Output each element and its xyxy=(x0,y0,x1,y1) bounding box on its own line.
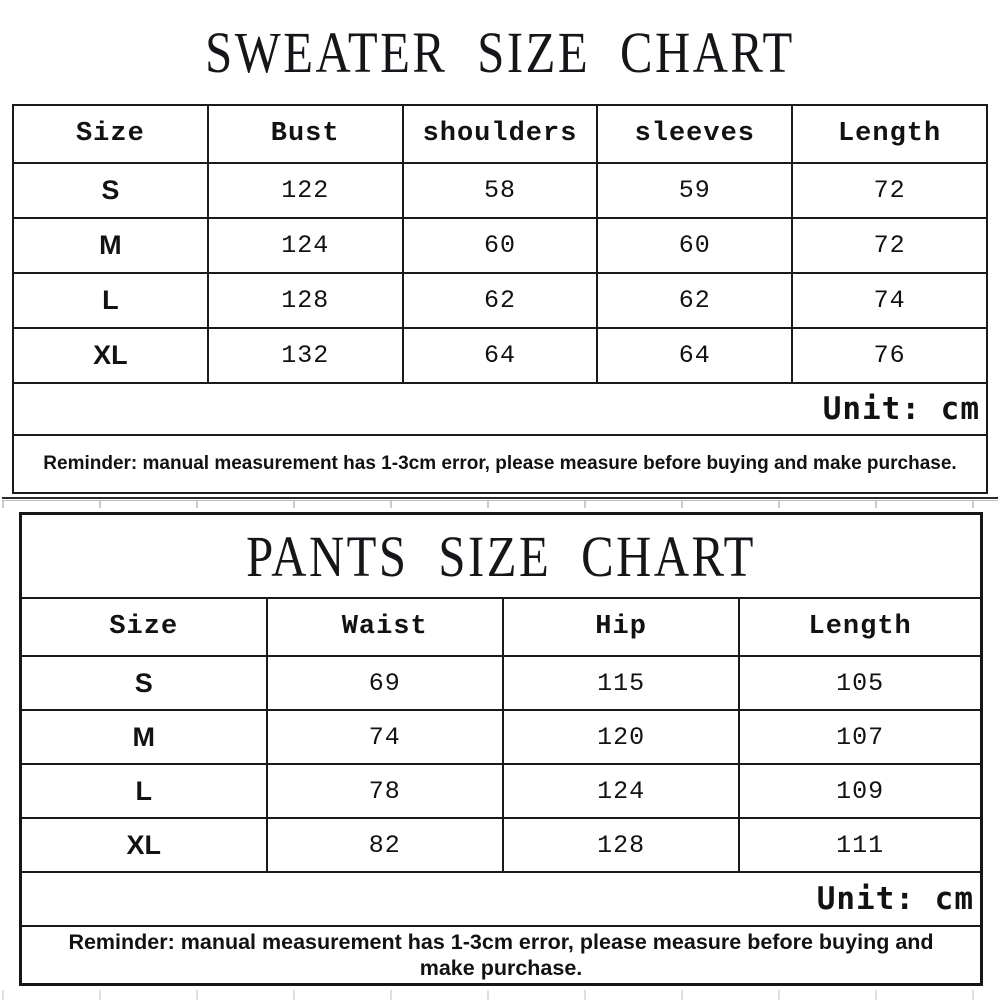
sweater-chart-title: SWEATER SIZE CHART xyxy=(205,19,795,85)
measurement-cell: 120 xyxy=(503,710,739,764)
divider-line xyxy=(2,497,998,499)
size-label-cell: M xyxy=(21,710,267,764)
bottom-grid-ticks xyxy=(2,990,998,1000)
table-row xyxy=(13,218,987,273)
measurement-cell: 76 xyxy=(792,328,987,383)
measurement-cell: 124 xyxy=(503,764,739,818)
size-label-cell: XL xyxy=(21,818,267,872)
column-header-sleeves: sleeves xyxy=(597,105,792,163)
measurement-cell: 128 xyxy=(503,818,739,872)
table-header-row xyxy=(21,598,982,656)
sweater-title-block xyxy=(0,0,1000,104)
reminder-text: Reminder: manual measurement has 1-3cm error, please measure before buying and make purchase. xyxy=(13,435,987,493)
unit-row xyxy=(21,872,982,926)
measurement-cell: 78 xyxy=(267,764,503,818)
table-row xyxy=(21,710,982,764)
measurement-cell: 60 xyxy=(403,218,598,273)
table-row xyxy=(13,328,987,383)
pants-size-table xyxy=(19,512,983,986)
table-divider xyxy=(0,497,1000,512)
size-label-cell: XL xyxy=(13,328,208,383)
measurement-cell: 62 xyxy=(403,273,598,328)
column-header-waist: Waist xyxy=(267,598,503,656)
measurement-cell: 64 xyxy=(403,328,598,383)
unit-label: Unit: cm xyxy=(21,872,982,926)
measurement-cell: 115 xyxy=(503,656,739,710)
size-label-cell: L xyxy=(13,273,208,328)
table-row xyxy=(13,273,987,328)
measurement-cell: 122 xyxy=(208,163,403,218)
unit-row xyxy=(13,383,987,435)
measurement-cell: 60 xyxy=(597,218,792,273)
size-label-cell: S xyxy=(13,163,208,218)
measurement-cell: 64 xyxy=(597,328,792,383)
column-header-hip: Hip xyxy=(503,598,739,656)
table-row xyxy=(21,764,982,818)
measurement-cell: 107 xyxy=(739,710,981,764)
column-header-length: Length xyxy=(739,598,981,656)
column-header-size: Size xyxy=(21,598,267,656)
measurement-cell: 124 xyxy=(208,218,403,273)
size-label-cell: L xyxy=(21,764,267,818)
column-header-size: Size xyxy=(13,105,208,163)
size-label-cell: M xyxy=(13,218,208,273)
measurement-cell: 128 xyxy=(208,273,403,328)
measurement-cell: 72 xyxy=(792,163,987,218)
grid-ticks xyxy=(2,500,998,508)
table-header-row xyxy=(13,105,987,163)
table-row xyxy=(21,656,982,710)
table-row xyxy=(13,163,987,218)
reminder-row xyxy=(13,435,987,493)
pants-title-row xyxy=(21,514,982,599)
measurement-cell: 62 xyxy=(597,273,792,328)
reminder-row xyxy=(21,926,982,985)
measurement-cell: 105 xyxy=(739,656,981,710)
pants-chart-title: PANTS SIZE CHART xyxy=(246,523,756,589)
measurement-cell: 59 xyxy=(597,163,792,218)
measurement-cell: 74 xyxy=(267,710,503,764)
measurement-cell: 132 xyxy=(208,328,403,383)
measurement-cell: 69 xyxy=(267,656,503,710)
unit-label: Unit: cm xyxy=(13,383,987,435)
size-label-cell: S xyxy=(21,656,267,710)
measurement-cell: 111 xyxy=(739,818,981,872)
table-row xyxy=(21,818,982,872)
sweater-size-table xyxy=(12,104,988,494)
measurement-cell: 58 xyxy=(403,163,598,218)
column-header-length: Length xyxy=(792,105,987,163)
reminder-text: Reminder: manual measurement has 1-3cm error, please measure before buying and make purchase. xyxy=(21,926,982,985)
column-header-shoulders: shoulders xyxy=(403,105,598,163)
measurement-cell: 74 xyxy=(792,273,987,328)
measurement-cell: 109 xyxy=(739,764,981,818)
measurement-cell: 72 xyxy=(792,218,987,273)
pants-title-cell xyxy=(21,514,982,599)
column-header-bust: Bust xyxy=(208,105,403,163)
measurement-cell: 82 xyxy=(267,818,503,872)
